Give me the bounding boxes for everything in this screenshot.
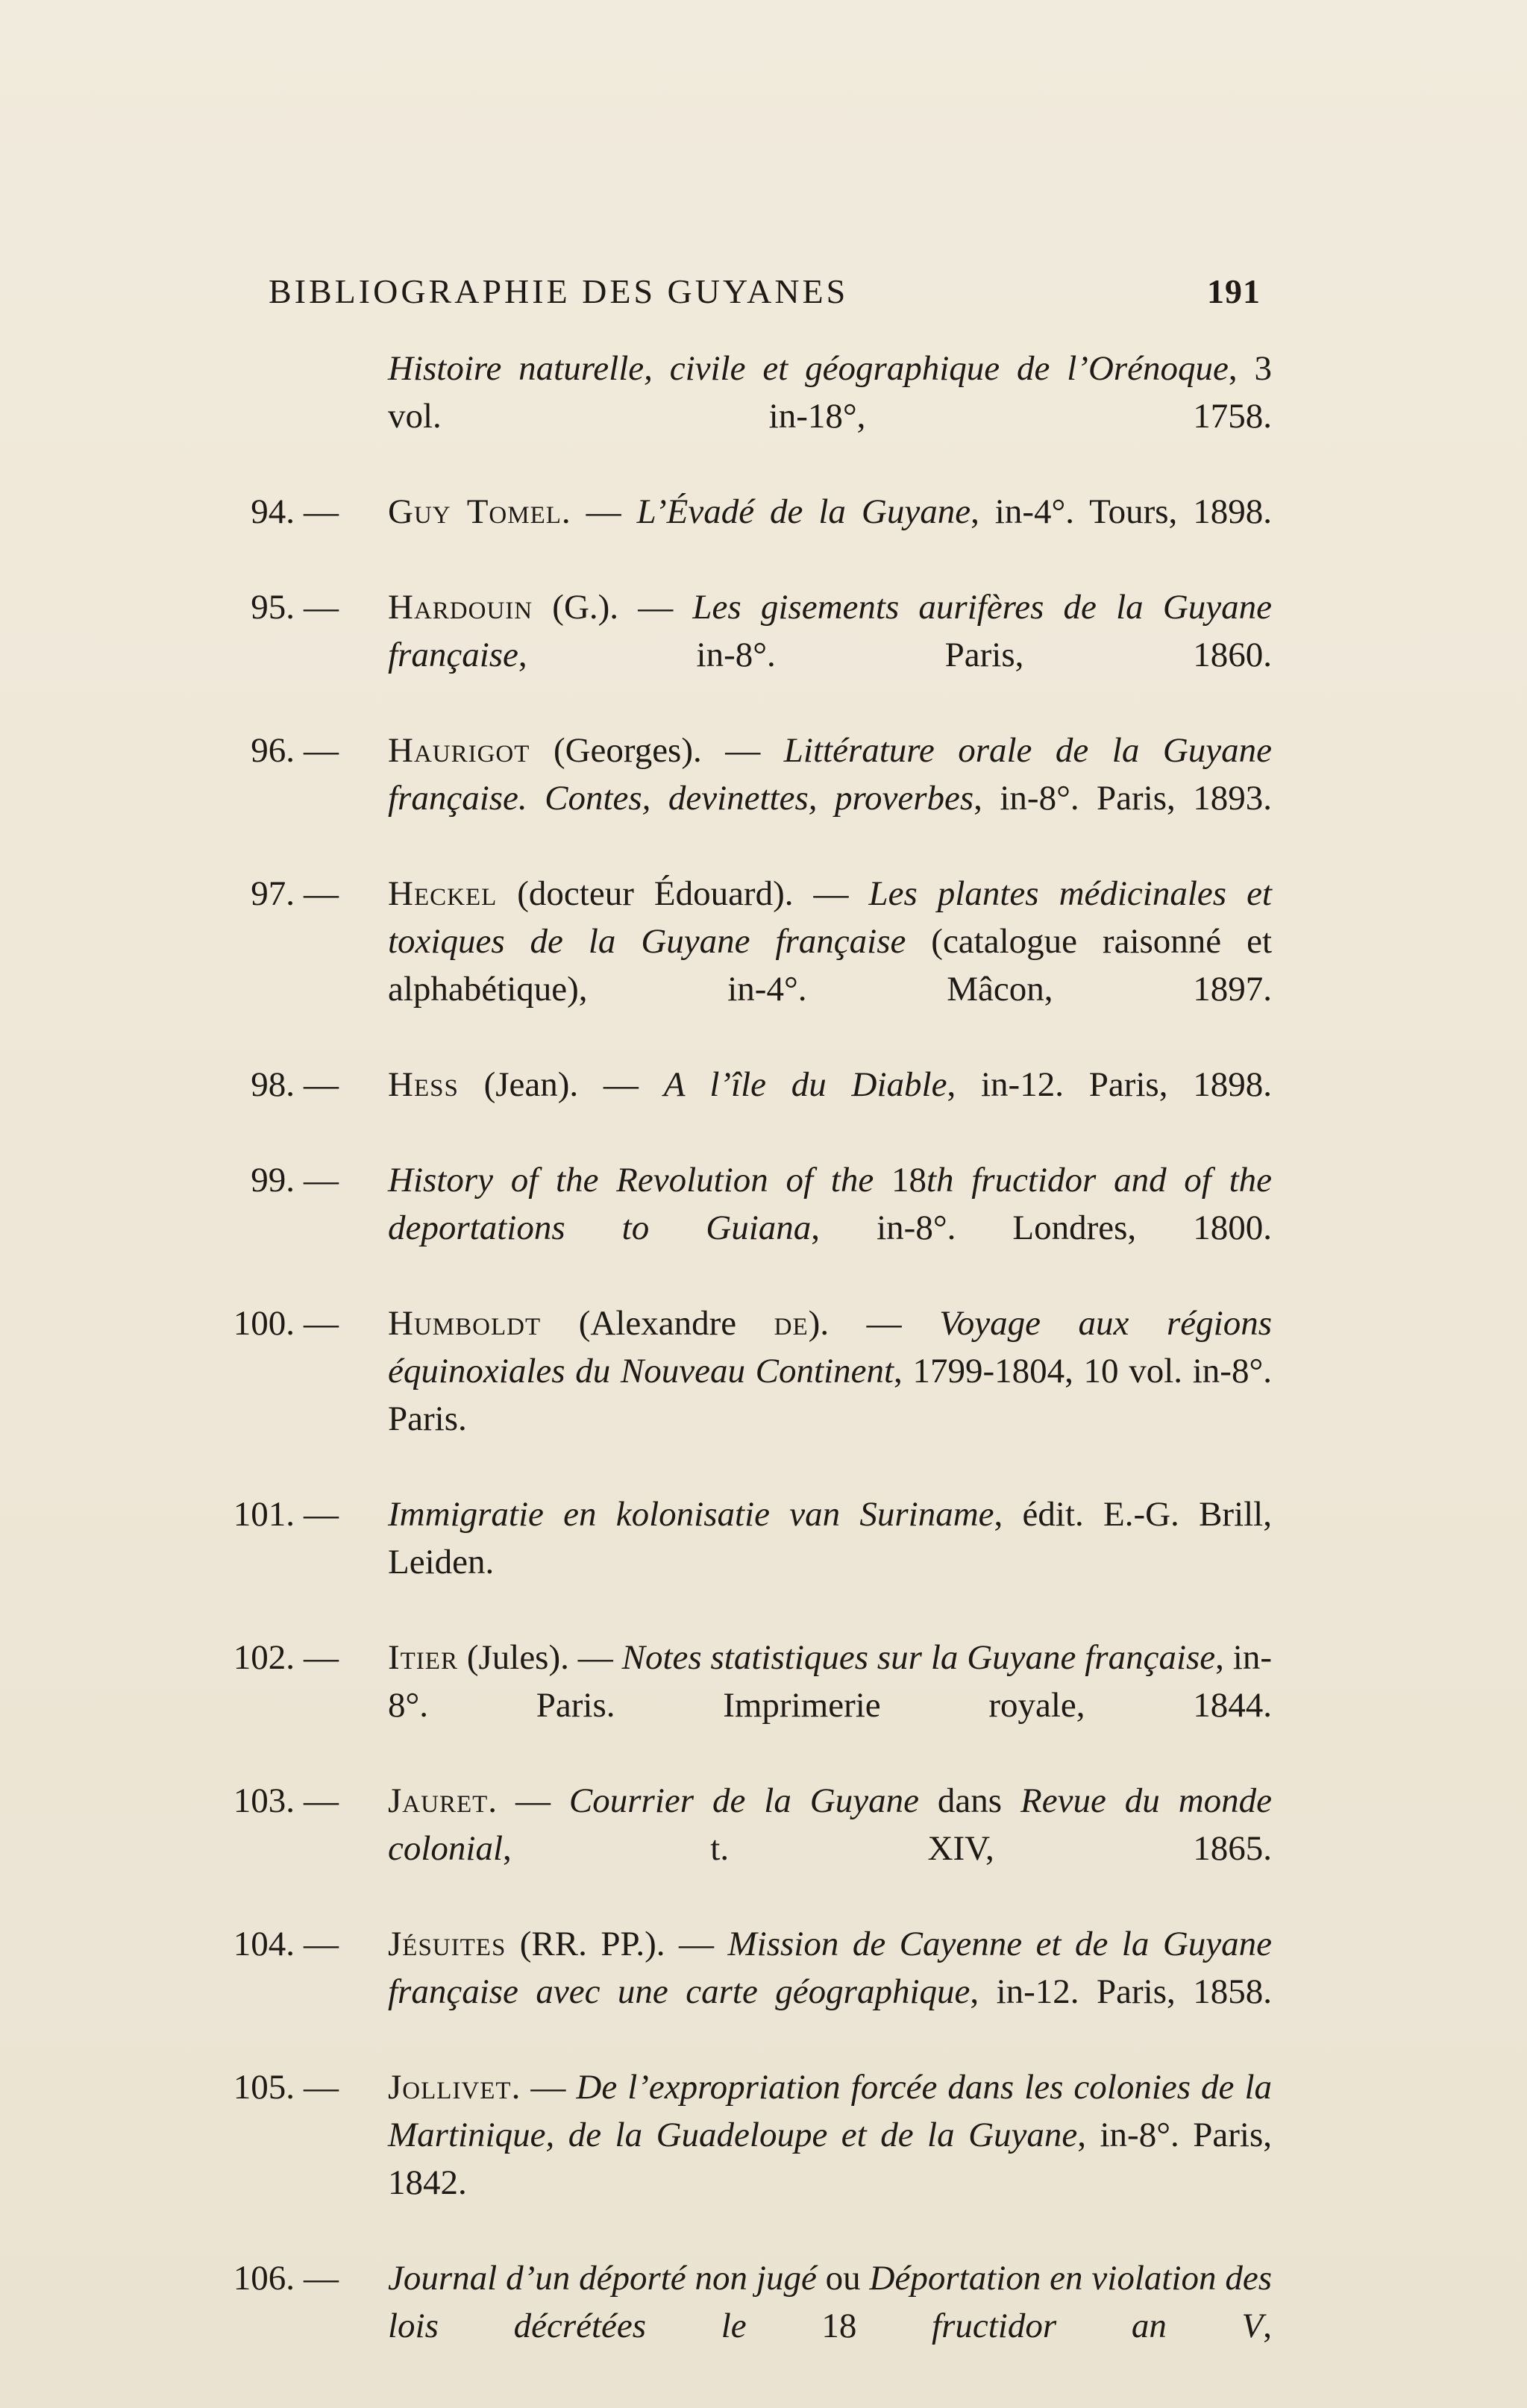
entry-dash: —: [304, 874, 339, 913]
entry-detail: dans: [918, 1781, 1021, 1820]
bibliography-entry: [205, 1777, 1272, 1920]
entry-text: [388, 1061, 1272, 1156]
entry-dash: —: [304, 1304, 339, 1343]
entry-text: [388, 488, 1272, 583]
work-title: Revue du monde colonial: [388, 1781, 1272, 1868]
entry-detail: , in-8°. Paris, 1842.: [388, 2116, 1272, 2202]
entry-detail: , 3 vol. in-18°, 1758.: [388, 349, 1273, 436]
entry-detail: 18: [891, 1161, 926, 1200]
work-title: De l’expropriation forcée dans les colonies de la Martinique, de la Guadeloupe et de la Guyane: [388, 2068, 1273, 2154]
entry-dash: —: [304, 1925, 339, 1963]
entry-detail: , 1799-1804, 10 vol. in-8°. Paris.: [388, 1352, 1272, 1438]
author-name: Guy Tomel: [388, 492, 562, 531]
work-title: Journal d’un déporté non jugé: [388, 2259, 817, 2298]
author-name: Haurigot: [388, 731, 530, 770]
entry-text: [388, 1156, 1272, 1299]
entry-detail: , in-8°. Londres, 1800.: [811, 1208, 1272, 1247]
entry-text: [388, 870, 1272, 1061]
entry-text: [388, 1920, 1272, 2063]
author-name: Jésuites: [388, 1925, 507, 1963]
entry-number: 97.: [251, 874, 295, 913]
work-title: fructidor an V: [856, 2307, 1264, 2345]
bibliography-entry: [205, 1156, 1272, 1299]
entry-number: 105.: [233, 2068, 295, 2107]
entry-detail: (Jean). —: [458, 1065, 664, 1104]
work-title: History of the Revolution of the: [388, 1161, 891, 1200]
page-number: 191: [1207, 272, 1261, 310]
work-title: Les gisements aurifères de la Guyane française: [388, 588, 1273, 674]
entry-detail: ). —: [808, 1304, 940, 1343]
bibliography-entry: [205, 583, 1272, 727]
bibliography-entry: [205, 1920, 1272, 2063]
entry-detail: 18: [821, 2307, 857, 2345]
entry-number: 96.: [251, 731, 295, 770]
author-name: Jauret: [388, 1781, 489, 1820]
bibliography-entry: [205, 727, 1272, 870]
running-head-title: BIBLIOGRAPHIE DES GUYANES: [269, 272, 849, 310]
entry-dash: —: [304, 1161, 339, 1200]
entry-number: 101.: [233, 1495, 295, 1534]
entry-text: [388, 583, 1272, 727]
entry-dash: —: [304, 1781, 339, 1820]
author-name: Itier: [388, 1638, 458, 1677]
entry-dash: —: [304, 1495, 339, 1534]
entry-detail: , t. XIV, 1865.: [503, 1829, 1272, 1868]
entry-number: 100.: [233, 1304, 295, 1343]
entry-detail: . —: [561, 492, 637, 531]
entry-number: 104.: [233, 1925, 295, 1963]
entry-dash: —: [304, 2068, 339, 2107]
entry-number: 103.: [233, 1781, 295, 1820]
entry-number: 94.: [251, 492, 295, 531]
entry-dash: —: [304, 588, 339, 627]
entry-detail: (catalogue raisonné et alphabétique), in-4°. Mâcon, 1897.: [388, 922, 1272, 1009]
author-name: Hess: [388, 1065, 459, 1104]
bibliography-entry: [205, 488, 1272, 583]
entry-detail: ,: [1263, 2307, 1272, 2345]
entry-detail: (Georges). —: [530, 731, 784, 770]
bibliography-entry: [205, 870, 1272, 1061]
entry-detail: ou: [816, 2259, 870, 2298]
bibliography-entry: [205, 1490, 1272, 1634]
author-name: Humboldt: [388, 1304, 542, 1343]
work-title: Déportation en violation des lois décrétées le: [388, 2259, 1273, 2345]
entry-number: 99.: [251, 1161, 295, 1200]
entry-text: [388, 1634, 1272, 1777]
entry-detail: , in-12. Paris, 1858.: [970, 1972, 1272, 2011]
entry-number: 98.: [251, 1065, 295, 1104]
entry-detail: , in-12. Paris, 1898.: [947, 1065, 1272, 1104]
author-name: Heckel: [388, 874, 498, 913]
entry-number: 102.: [233, 1638, 295, 1677]
entry-text: [388, 1490, 1272, 1634]
work-title: Voyage aux régions équinoxiales du Nouveau Continent: [388, 1304, 1272, 1390]
work-title: Les plantes médicinales et toxiques de la Guyane française: [388, 874, 1272, 961]
entry-detail: (RR. PP.). —: [506, 1925, 728, 1963]
entry-detail: . —: [488, 1781, 569, 1820]
bibliography-entry: [205, 1634, 1272, 1777]
entry-text: [388, 2063, 1272, 2254]
entry-text: [388, 727, 1272, 870]
entry-text: [388, 2254, 1272, 2398]
author-name: Jollivet: [388, 2068, 512, 2107]
entry-dash: —: [304, 1065, 339, 1104]
entry-detail: , in-8°. Paris, 1893.: [973, 779, 1272, 818]
entry-detail: . —: [511, 2068, 577, 2107]
author-name: Hardouin: [388, 588, 533, 627]
work-title: Notes statistiques sur la Guyane française: [621, 1638, 1216, 1677]
entry-detail: (Alexandre: [541, 1304, 774, 1343]
entry-text: [388, 345, 1272, 488]
entry-detail: , édit. E.-G. Brill, Leiden.: [388, 1495, 1272, 1581]
entry-dash: —: [304, 2259, 339, 2298]
entry-detail: (Jules). —: [457, 1638, 622, 1677]
entry-dash: —: [304, 492, 339, 531]
entry-detail: , in-8°. Paris, 1860.: [518, 636, 1272, 674]
bibliography-entry: [205, 2063, 1272, 2254]
entry-dash: —: [304, 1638, 339, 1677]
entry-text: [388, 1299, 1272, 1490]
work-title: L’Évadé de la Guyane: [636, 492, 971, 531]
work-title: Littérature orale de la Guyane française. Contes, devinettes, proverbes: [388, 731, 1272, 818]
entry-dash: —: [304, 731, 339, 770]
running-head: [269, 272, 1261, 324]
entry-number: 106.: [233, 2259, 295, 2298]
bibliography-list: [205, 345, 1272, 2398]
work-title: A l’île du Diable: [663, 1065, 947, 1104]
entry-detail: (G.). —: [533, 588, 693, 627]
work-title: Histoire naturelle, civile et géographique de l’Orénoque: [388, 349, 1229, 388]
bibliography-entry: [205, 1061, 1272, 1156]
work-title: Courrier de la Guyane: [568, 1781, 919, 1820]
entry-number: 95.: [251, 588, 295, 627]
bibliography-entry: [205, 1299, 1272, 1490]
work-title: Immigratie en kolonisatie van Suriname: [388, 1495, 994, 1534]
author-name: de: [774, 1304, 809, 1343]
entry-detail: , in-4°. Tours, 1898.: [971, 492, 1272, 531]
entry-text: [388, 1777, 1272, 1920]
bibliography-entry: [205, 2254, 1272, 2398]
entry-detail: (docteur Édouard). —: [497, 874, 869, 913]
work-title: th fructidor and of the deportations to Guiana: [388, 1161, 1273, 1247]
bibliography-entry: [205, 345, 1272, 488]
entry-detail: , in-8°. Paris. Imprimerie royale, 1844.: [388, 1638, 1272, 1725]
work-title: Mission de Cayenne et de la Guyane française avec une carte géographique: [388, 1925, 1272, 2011]
